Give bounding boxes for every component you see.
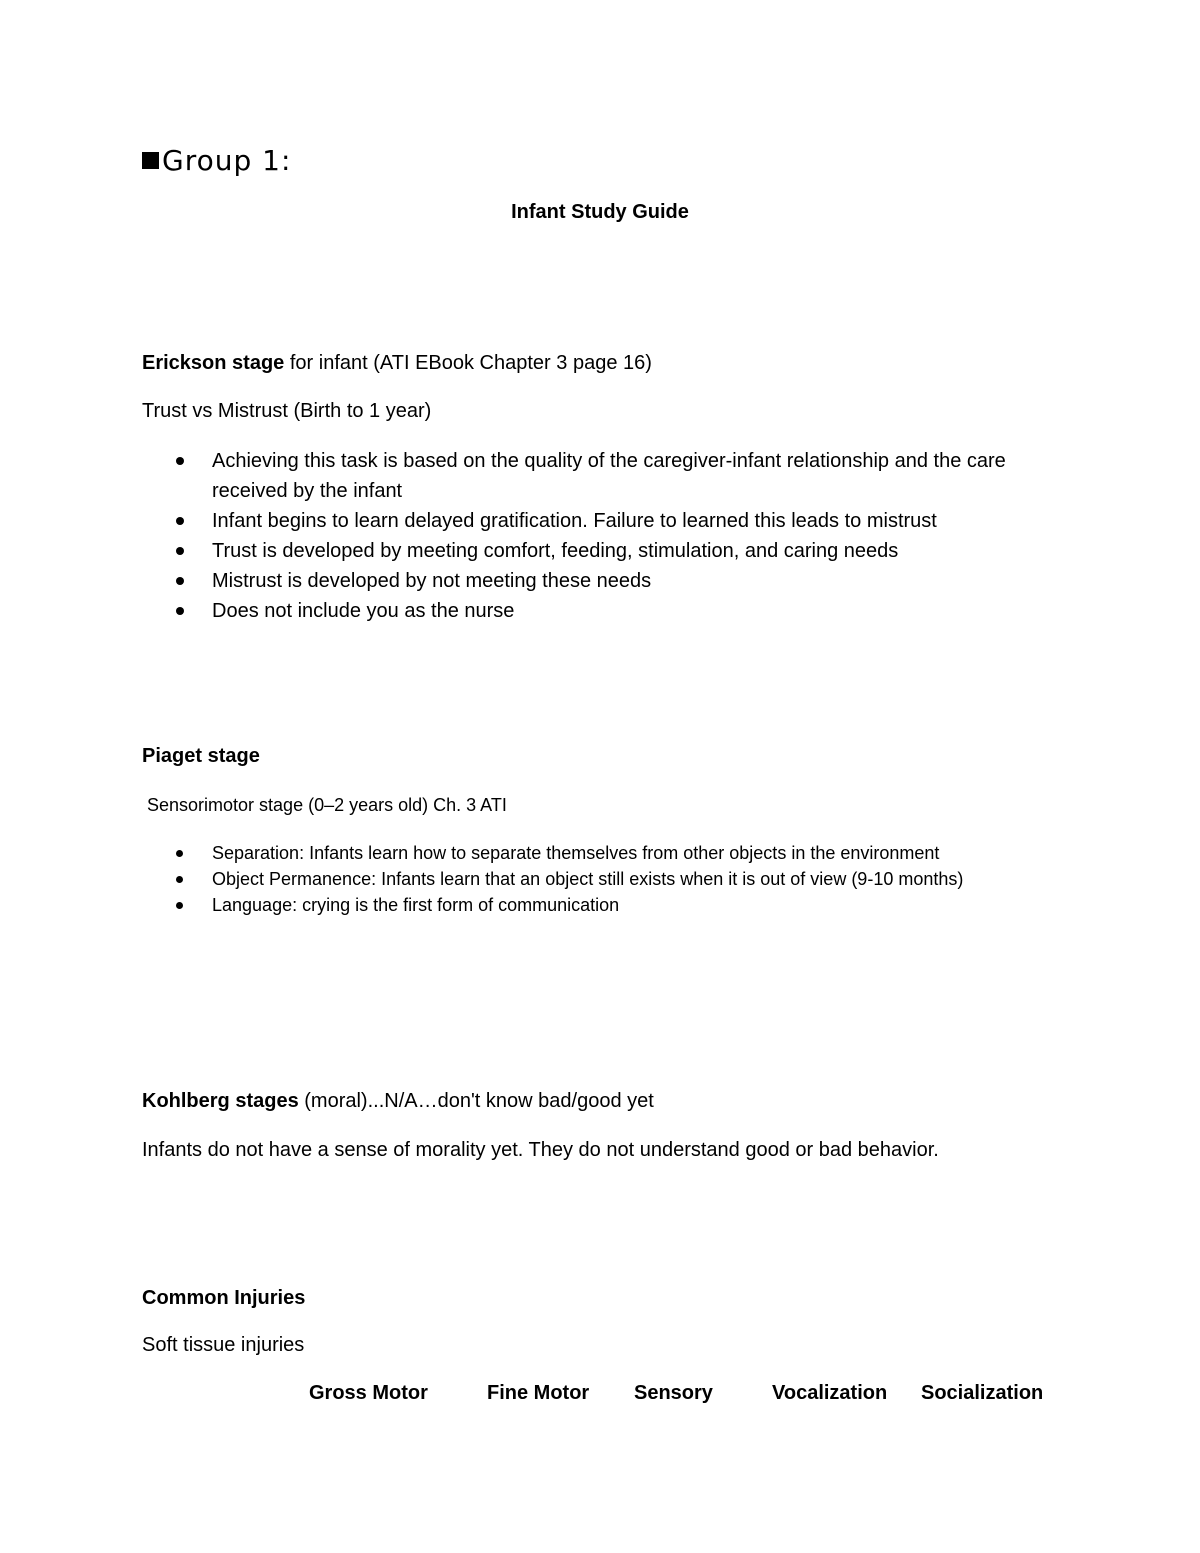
bullet-icon <box>176 517 184 525</box>
list-item: Achieving this task is based on the quality of the caregiver-infant relationship and the care received by the infant <box>142 446 1042 506</box>
table-header-gross-motor: Gross Motor <box>309 1382 428 1404</box>
list-item: Trust is developed by meeting comfort, feeding, stimulation, and caring needs <box>142 536 1042 566</box>
bullet-icon <box>176 457 184 465</box>
list-item: Mistrust is developed by not meeting these needs <box>142 566 1042 596</box>
list-item: Language: crying is the first form of communication <box>142 892 1092 918</box>
erickson-bullet-list <box>142 446 1042 626</box>
piaget-heading: Piaget stage <box>142 745 260 767</box>
document-title: Infant Study Guide <box>511 201 689 223</box>
bullet-icon <box>176 850 183 857</box>
bullet-icon <box>176 902 183 909</box>
list-item: Object Permanence: Infants learn that an object still exists when it is out of view (9-10 months) <box>142 866 1092 892</box>
square-bullet-icon <box>142 152 159 169</box>
kohlberg-heading <box>142 1090 654 1113</box>
table-header-sensory: Sensory <box>634 1382 713 1404</box>
injuries-heading: Common Injuries <box>142 1287 306 1309</box>
kohlberg-heading-bold: Kohlberg stages <box>142 1090 299 1112</box>
list-item: Infant begins to learn delayed gratification. Failure to learned this leads to mistrust <box>142 506 1042 536</box>
erickson-heading-rest: for infant (ATI EBook Chapter 3 page 16) <box>284 352 652 374</box>
group-heading <box>142 144 291 177</box>
bullet-icon <box>176 577 184 585</box>
bullet-icon <box>176 547 184 555</box>
list-item: Separation: Infants learn how to separate themselves from other objects in the environment <box>142 840 1092 866</box>
erickson-heading-bold: Erickson stage <box>142 352 285 374</box>
group-heading-text: Group 1: <box>162 144 292 177</box>
erickson-heading <box>142 352 652 375</box>
bullet-icon <box>176 607 184 615</box>
table-header-socialization: Socialization <box>921 1382 1044 1404</box>
table-header-vocalization: Vocalization <box>772 1382 888 1404</box>
kohlberg-text: Infants do not have a sense of morality yet. They do not understand good or bad behavior. <box>142 1139 939 1161</box>
erickson-stage: Trust vs Mistrust (Birth to 1 year) <box>142 400 432 422</box>
list-item: Does not include you as the nurse <box>142 596 1042 626</box>
piaget-stage: Sensorimotor stage (0–2 years old) Ch. 3 ATI <box>147 795 507 815</box>
table-header-fine-motor: Fine Motor <box>487 1382 590 1404</box>
injuries-text: Soft tissue injuries <box>142 1334 305 1356</box>
piaget-bullet-list <box>142 840 1092 918</box>
bullet-icon <box>176 876 183 883</box>
kohlberg-heading-rest: (moral)...N/A…don't know bad/good yet <box>298 1090 654 1112</box>
